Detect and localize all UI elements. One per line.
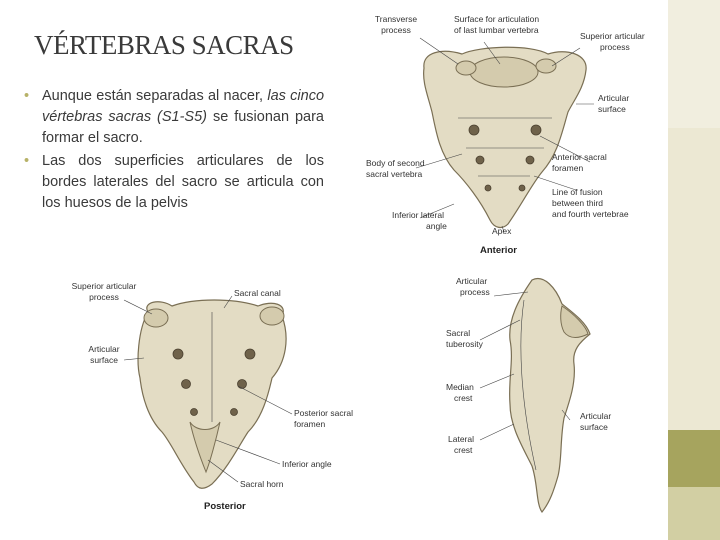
- bullet-dot-icon: •: [24, 88, 30, 104]
- side-strip-olive: [668, 430, 720, 487]
- label-anterior-sacral-foramen: Anterior sacral foramen: [552, 152, 607, 173]
- label-surface-lumbar: Surface for articulation of last lumbar vertebra: [454, 14, 540, 35]
- slide-title: VÉRTEBRAS SACRAS: [34, 30, 294, 60]
- label-lateral-crest: Lateral crest: [448, 434, 474, 455]
- bullet-list: [24, 86, 324, 216]
- label-inferior-angle: Inferior angle: [282, 459, 332, 469]
- bullet-text: Las dos superficies articulares de los bordes laterales del sacro se articula con los huesos de la pelvis: [42, 153, 324, 211]
- label-superior-articular-process: Superior articular process: [71, 281, 137, 302]
- label-articular-process: Articular process: [456, 276, 490, 297]
- label-articular-surface: Articular surface: [88, 344, 120, 365]
- side-color-strip: [668, 0, 720, 540]
- caption-anterior: Anterior: [480, 245, 517, 256]
- label-line-of-fusion: Line of fusion between third and fourth vertebrae: [552, 187, 629, 219]
- label-sacral-horn: Sacral horn: [240, 479, 284, 489]
- sacrum-lateral-figure: [440, 270, 630, 526]
- caption-posterior: Posterior: [204, 501, 246, 512]
- label-sacral-canal: Sacral canal: [234, 288, 281, 298]
- label-superior-articular-process: Superior articular process: [580, 31, 645, 52]
- bullet-dot-icon: •: [24, 153, 30, 169]
- side-strip-bottom: [668, 487, 720, 540]
- label-inferior-lateral-angle: Inferior lateral angle: [392, 210, 447, 231]
- label-body-second-sacral: Body of second sacral vertebra: [366, 158, 425, 179]
- bullet-text: se fusionan para formar el sacro.: [42, 109, 324, 146]
- label-posterior-sacral-foramen: Posterior sacral foramen: [294, 408, 354, 429]
- sacrum-anterior-figure: [362, 8, 662, 264]
- side-strip-top: [668, 0, 720, 128]
- bullet-text: Aunque están separadas al nacer,: [42, 88, 268, 104]
- bullet-text-italic: las cinco vértebras sacras (S1-S5): [42, 88, 325, 125]
- bullet-item: [24, 86, 324, 149]
- label-sacral-tuberosity: Sacral tuberosity: [446, 328, 483, 349]
- label-articular-surface: Articular surface: [580, 411, 612, 432]
- label-articular-surface: Articular surface: [598, 93, 630, 114]
- bullet-item: [24, 151, 324, 214]
- label-apex: Apex: [492, 226, 512, 236]
- label-median-crest: Median crest: [446, 382, 474, 403]
- sacrum-posterior-figure: [54, 272, 362, 514]
- label-transverse-process: Transverse process: [374, 14, 418, 35]
